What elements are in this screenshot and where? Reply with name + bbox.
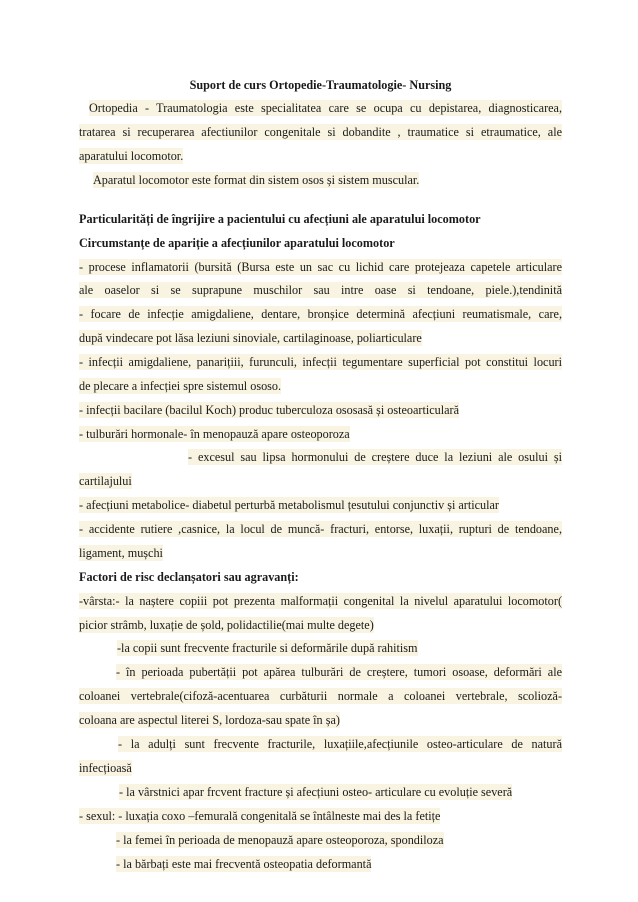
circumstance-line: - tulburări hormonale- în menopauză apare osteoporoza (79, 427, 350, 441)
risk-factor-line: - la vârstnici apar frcvent fracture și afecțiuni osteo- articulare cu evoluție severă (119, 785, 513, 799)
risk-factor-line: - sexul: - luxația coxo –femurală congenitală se întâlneste mai des la fetițe (79, 809, 441, 823)
risk-factor-line: picior strâmb, luxație de șold, polidactilie(mai multe degete) (79, 618, 374, 632)
circumstance-line: - excesul sau lipsa hormonului de creștere duce la leziuni ale osului și (188, 450, 562, 464)
intro-line: aparatului locomotor. (79, 149, 184, 163)
circumstance-line: - infecții amigdaliene, panarițiii, furunculi, infecții tegumentare superficial pot constitui locuri (79, 355, 562, 369)
sub-heading-circumstances: Circumstanțe de apariție a afecțiunilor aparatului locomotor (79, 236, 395, 250)
risk-factor-line: - la adulți sunt frecvente fracturile, luxațiile,afecțiunile osteo-articulare de natură (118, 737, 562, 751)
circumstance-line: cartilajului (79, 474, 132, 488)
risk-factor-line: -la copii sunt frecvente fracturile si deformările după rahitism (117, 641, 418, 655)
risk-factor-line: coloanei vertebrale(cifoză-acentuarea curbăturii normale a coloanei vertebrale, scolioză- (79, 689, 562, 703)
risk-factor-line: infecțioasă (79, 761, 132, 775)
circumstance-line: de plecare a infecției spre sistemul ososo. (79, 379, 282, 393)
sub-heading-risk-factors: Factori de risc declanșatori sau agravanți: (79, 570, 299, 584)
circumstance-line: - afecțiuni metabolice- diabetul perturbă metabolismul țesutului conjunctiv și articular (79, 498, 499, 512)
page-title: Suport de curs Ortopedie-Traumatologie- Nursing (189, 78, 452, 92)
circumstance-line: ale oaselor si se suprapune muschilor sau intre oase si tendoane, piele.),tendinită (79, 283, 562, 297)
circumstance-line: - procese inflamatorii (bursită (Bursa este un sac cu lichid care protejeaza capetele articulare (79, 260, 562, 274)
intro-line: Aparatul locomotor este format din sistem osos și sistem muscular. (93, 173, 420, 187)
circumstance-line: - focare de infecție amigdaliene, dentare, bronșice determină afecțiuni reumatismale, care, (79, 307, 562, 321)
risk-factor-line: - la bărbați este mai frecventă osteopatia deformantă (116, 857, 372, 871)
risk-factor-line: -vârsta:- la naștere copiii pot prezenta malformații congenital la nivelul aparatului locomotor( (79, 594, 562, 608)
section-heading: Particularități de îngrijire a pacientului cu afecțiuni ale aparatului locomotor (79, 212, 481, 226)
risk-factor-line: coloana are aspectul literei S, lordoza-sau spate în șa) (79, 713, 340, 727)
intro-line: Ortopedia - Traumatologia este specialitatea care se ocupa cu depistarea, diagnosticarea, (89, 101, 562, 115)
risk-factor-line: - în perioada pubertății pot apărea tulburări de creștere, tumori osoase, deformări ale (116, 665, 562, 679)
circumstance-line: - infecții bacilare (bacilul Koch) produc tuberculoza ososasă și osteoarticulară (79, 403, 460, 417)
risk-factor-line: - la femei în perioada de menopauză apare osteoporoza, spondiloza (116, 833, 444, 847)
circumstance-line: ligament, mușchi (79, 546, 163, 560)
circumstance-line: după vindecare pot lăsa leziuni sinoviale, cartilaginoase, poliarticulare (79, 331, 422, 345)
circumstance-line: - accidente rutiere ,casnice, la locul de muncă- fracturi, entorse, luxații, rupturi de tendoane, (79, 522, 562, 536)
intro-line: tratarea si recuperarea afectiunilor congenitale si dobandite , traumatice si etraumatice, ale (79, 125, 562, 139)
